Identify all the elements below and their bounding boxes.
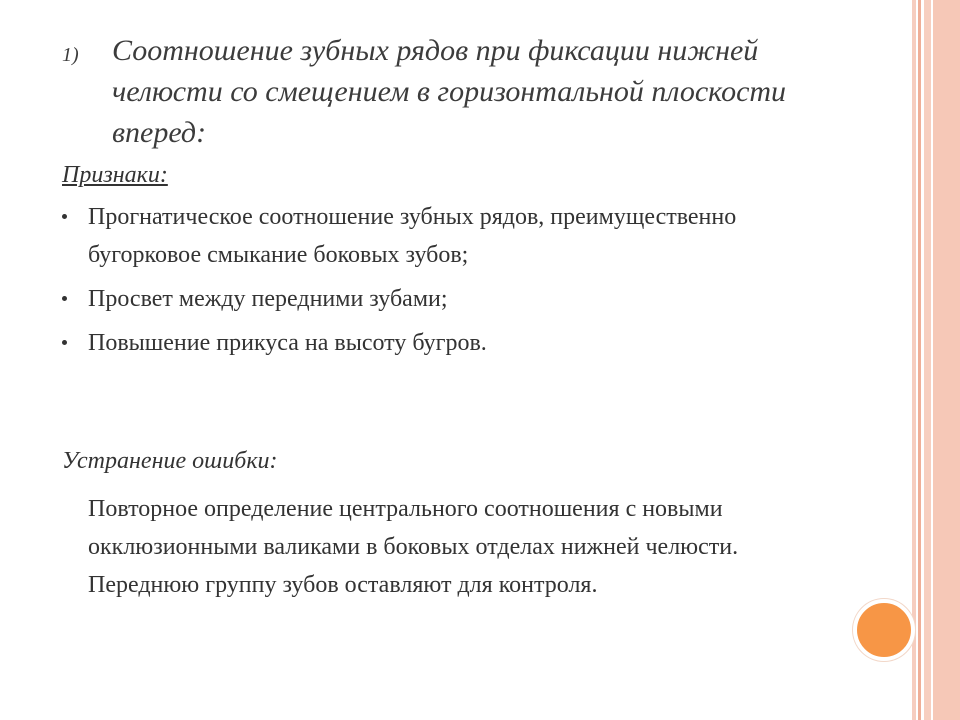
list-item-text: Просвет между передними зубами; [88,286,448,312]
item-number: 1) [62,44,79,66]
list-item-text: Прогнатическое соотношение зубных рядов, преимущественно бугорковое смыкание боковых зубов; [88,204,737,268]
list-item [62,280,822,318]
list-item [62,198,822,274]
fix-heading: Устранение ошибки: [62,448,278,474]
bullet-icon [62,296,67,301]
decorative-circle [853,599,915,661]
bullet-icon [62,340,67,345]
signs-list [62,198,822,368]
list-item [62,324,822,362]
slide-title: Соотношение зубных рядов при фиксации нижней челюсти со смещением в горизонтальной плоскости вперед: [112,34,787,149]
list-item-text: Повышение прикуса на высоту бугров. [88,330,487,356]
fix-paragraph: Повторное определение центрального соотношения с новыми окклюзионными валиками в боковых отделах нижней челюсти. Переднюю группу зубов оставляют для контроля. [88,496,739,598]
signs-heading: Признаки: [62,162,168,188]
decorative-stripes [912,0,960,720]
bullet-icon [62,214,67,219]
stripe [933,0,960,720]
stripe [924,0,931,720]
